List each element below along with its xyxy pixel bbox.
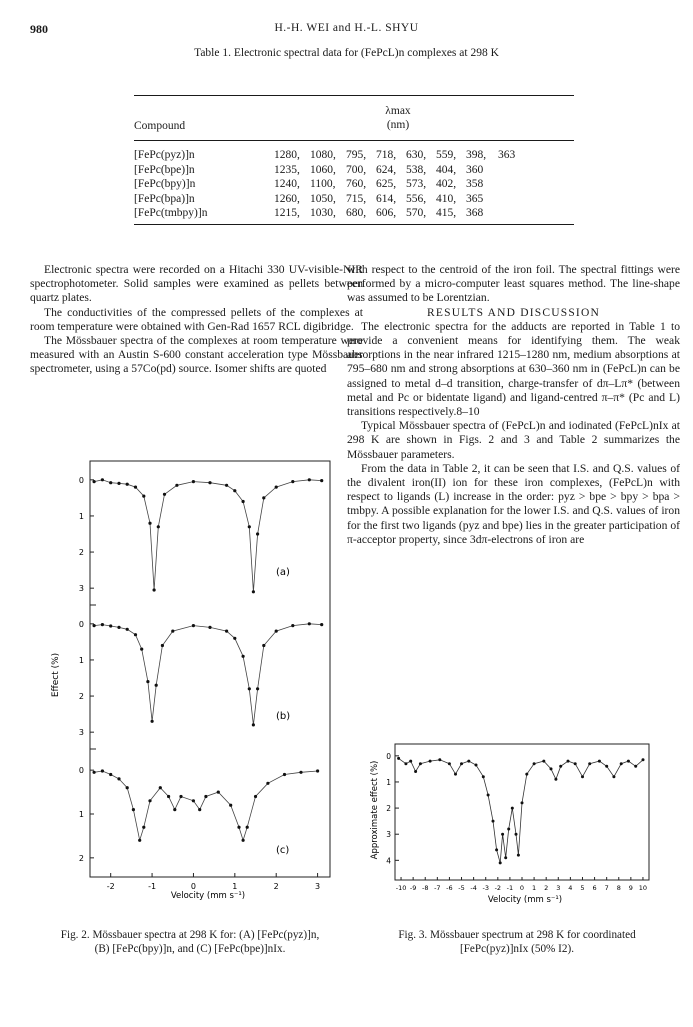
table-cell-value: 363 [498,149,516,161]
fig2-frame [90,461,330,877]
table-bottom-rule [134,224,574,225]
y-tick-label: 1 [78,655,84,665]
table-cell-value: 680, [346,207,367,219]
fit-curve [94,771,318,840]
fig3-caption [352,929,682,956]
table-cell-value: 410, [436,192,457,205]
table-cell-value: 402, [436,178,457,190]
data-point [163,493,166,496]
data-point [208,481,211,484]
data-point [627,760,630,763]
table-cell-value: 624, [376,163,397,176]
fig3-caption-line: Fig. 3. Mössbauer spectrum at 298 K for coordinated [398,929,636,941]
data-point [316,769,319,772]
data-point [634,765,637,768]
data-point [192,480,195,483]
x-tick-label: 0 [519,884,525,892]
data-point [134,486,137,489]
data-point [109,773,112,776]
x-tick-label: 3 [315,882,321,891]
table-cell-value: 368 [466,207,484,219]
data-point [101,478,104,481]
paragraph: The conductivities of the compressed pellets of the complexes at room temperature were obtained with Gen-Rad 1657 RCL digibridge. [30,305,363,333]
table-cell-value: 1050, [310,192,336,205]
data-point [142,826,145,829]
data-point [291,480,294,483]
data-point [397,757,400,760]
data-point [237,826,240,829]
data-point [517,854,520,857]
data-point [262,644,265,647]
table-cell-value: 398, [466,149,487,161]
data-point [252,590,255,593]
data-point [429,760,432,763]
section-heading: RESULTS AND DISCUSSION [427,306,600,319]
data-point [533,762,536,765]
table-cell-value: 573, [406,178,427,190]
fig2-chart [48,455,340,903]
y-tick-label: 2 [78,692,84,702]
data-point [198,808,201,811]
x-tick-label: -4 [470,884,477,892]
data-point [409,760,412,763]
y-tick-label: 2 [78,853,84,863]
fig3-plot-area [386,744,649,892]
data-point [266,782,269,785]
data-point [246,826,249,829]
x-tick-label: -9 [409,884,417,892]
data-point [225,630,228,633]
table-cell-value: 700, [346,163,367,176]
panel-label: (b) [276,711,291,722]
data-point [598,760,601,763]
data-point [134,633,137,636]
data-point [225,484,228,487]
table-row [134,192,574,206]
data-point [161,644,164,647]
table-cell-value: 365 [466,192,484,205]
table-cell-value: 404, [436,163,457,176]
table-cell-value: 570, [406,207,427,219]
x-tick-label: 7 [604,884,609,892]
x-tick-label: -2 [106,882,115,891]
table-cell-value: 415, [436,207,457,219]
x-tick-label: -8 [421,884,429,892]
table-cell-compound: [FePc(bpe)]n [134,163,195,176]
x-tick-label: 2 [544,884,549,892]
table-cell-value: 1060, [310,163,336,176]
fit-curve [94,624,322,725]
table-row [134,163,574,177]
data-point [101,769,104,772]
data-point [487,794,490,797]
fig3-chart [365,740,655,906]
data-point [642,758,645,761]
table-cell-compound: [FePc(pyz)]n [134,149,195,161]
data-point [157,525,160,528]
data-point [242,655,245,658]
data-point [175,484,178,487]
data-point [155,684,158,687]
table-cell-value: 1215, [274,207,300,219]
table-top-rule [134,95,574,96]
fig2-ylabel: Effect (%) [51,652,61,698]
x-tick-label: 8 [616,884,621,892]
fig3-xlabel: Velocity (mm s⁻¹) [487,895,563,905]
data-point [173,808,176,811]
data-point [117,777,120,780]
data-point [233,489,236,492]
data-point [192,799,195,802]
paragraph: The electronic spectra for the adducts are reported in Table 1 to provide a convenient means for identifying them. The weak absorptions in the near infrared 1215–1280 nm, medium absorptions at 795–680 nm and strong absorptions at 630–360 nm in (FePcL)n can be assigned to metal d–d transition, charge-transfer of dπ–Lπ* (between metal and Pc or bidentate ligand) and ligand-centred π–π* (Pc and L) transitions respectively.8–10 [347,319,680,419]
y-tick-label: 1 [78,810,84,819]
data-point [242,500,245,503]
table-cell-value: 360 [466,163,484,176]
x-tick-label: 9 [628,884,633,892]
panel-label: (a) [276,567,290,578]
table-cell-value: 1235, [274,163,300,176]
data-point [460,762,463,765]
fig3-frame [395,744,649,880]
x-tick-label: -6 [446,884,453,892]
data-point [299,771,302,774]
fig2-caption [30,929,350,956]
data-point [109,481,112,484]
data-point [262,496,265,499]
fig2-caption-line: (B) [FePc(bpy)]n, and (C) [FePc(bpe)]nIx. [94,942,286,955]
data-point [308,478,311,481]
data-point [192,624,195,627]
data-point [167,795,170,798]
data-point [414,770,417,773]
fig3-ylabel: Approximate effect (%) [370,760,380,860]
y-tick-label: 0 [78,619,84,629]
y-tick-label: 3 [78,728,84,738]
x-tick-label: -5 [458,884,465,892]
x-tick-label: 1 [232,882,238,891]
panel-label: (c) [276,845,290,856]
table-cell-value: 630, [406,149,427,161]
data-point [126,628,129,631]
table-header-rule [134,140,574,141]
data-point [233,637,236,640]
page-number: 980 [30,22,48,36]
data-point [117,482,120,485]
data-point [101,623,104,626]
x-tick-label: 6 [592,884,597,892]
x-tick-label: 1 [532,884,537,892]
y-tick-label: 0 [78,475,84,485]
data-point [252,723,255,726]
data-point [521,801,524,804]
right-column [347,263,680,547]
table-cell-value: 1100, [310,178,336,190]
data-point [117,626,120,629]
data-point [140,648,143,651]
table-cell-value: 614, [376,192,397,205]
data-point [142,495,145,498]
data-point [138,839,141,842]
data-point [148,799,151,802]
paragraph: Electronic spectra were recorded on a Hitachi 330 UV-visible-NIR spectrophotometer. Solid samples were examined as pellets between quartz plates. [30,263,363,305]
data-point [507,828,510,831]
table-header-lambda: λmax [385,105,411,117]
table-cell-compound: [FePc(bpa)]n [134,192,195,205]
table-cell-value: 625, [376,178,397,190]
data-point [448,762,451,765]
data-point [242,839,245,842]
table-cell-value: 358 [466,178,484,190]
data-point [229,804,232,807]
fig2-xlabel: Velocity (mm s⁻¹) [170,891,246,901]
x-tick-label: 3 [556,884,561,892]
table-header-unit: (nm) [386,119,410,131]
data-point [492,820,495,823]
data-point [179,795,182,798]
x-tick-label: -10 [395,884,407,892]
y-tick-label: 2 [78,548,84,558]
data-point [132,808,135,811]
table-cell-value: 1080, [310,149,336,161]
data-point [248,687,251,690]
data-point [320,479,323,482]
data-point [567,760,570,763]
table-row [134,148,574,162]
data-point [550,767,553,770]
data-point [151,720,154,723]
data-point [126,786,129,789]
paragraph: The Mössbauer spectra of the complexes at room temperature were measured with an Austin S-600 constant acceleration type Mössbauer spectrometer, using a 57Co(pd) source. Isomer shifts are quoted [30,334,363,376]
data-point [475,764,478,767]
fig2-caption-line: Fig. 2. Mössbauer spectra at 298 K for: (A) [FePc(pyz)]n, [60,929,320,941]
data-point [482,775,485,778]
data-point [93,624,96,627]
fit-curve [399,758,643,863]
data-point [542,760,545,763]
table-cell-value: 1280, [274,149,300,161]
data-point [501,833,504,836]
table-cell-value: 606, [376,207,397,219]
table-cell-value: 715, [346,192,367,205]
x-tick-label: 5 [580,884,585,892]
data-point [204,795,207,798]
data-point [438,758,441,761]
data-point [612,775,615,778]
fig2-plot-area [79,461,330,891]
table-cell-value: 795, [346,149,367,161]
table-cell-compound: [FePc(tmbpy)]n [134,207,208,219]
table-cell-value: 538, [406,163,427,176]
x-tick-label: -7 [434,884,441,892]
paragraph: From the data in Table 2, it can be seen that I.S. and Q.S. values of the divalent iron(II) ion for these iron complexes, (FePcL)n with respect to ligands (L) increase in the order: pyz > bpe > bpy > bpa > tmbpy. A possible explanation for the lower I.S. and Q.S. values of iron for the first two ligands (pyz and bpe) lies in the greater participation of π-acceptor property, since 3dπ-electrons of iron are [347,461,680,546]
data-point [275,486,278,489]
x-tick-label: -1 [506,884,514,892]
y-tick-label: 2 [386,804,391,814]
data-point [248,525,251,528]
x-tick-label: -1 [148,882,157,891]
data-point [256,532,259,535]
data-point [515,833,518,836]
table-row [134,206,574,220]
data-point [93,480,96,483]
table-header-compound: Compound [134,120,186,132]
data-point [574,762,577,765]
table-cell-value: 760, [346,178,367,190]
y-tick-label: 1 [386,777,391,787]
table-cell-value: 1030, [310,207,336,219]
table-cell-value: 559, [436,149,457,161]
table-cell-value: 556, [406,192,427,205]
data-point [504,856,507,859]
data-point [148,522,151,525]
paragraph: Typical Mössbauer spectra of (FePcL)n and iodinated (FePcL)nIx at 298 K are shown in Figs. 2 and 3 and Table 2 summarizes the Mössbauer parameters. [347,419,680,461]
y-tick-label: 3 [386,830,391,840]
data-point [511,807,514,810]
data-point [419,762,422,765]
data-point [525,773,528,776]
x-tick-label: 2 [273,882,279,891]
table-cell-compound: [FePc(bpy)]n [134,178,196,190]
data-point [109,624,112,627]
data-point [467,760,470,763]
data-point [146,680,149,683]
paragraph: with respect to the centroid of the iron foil. The spectral fittings were performed by a micro-computer least squares method. The line-shape was assumed to be Lorentzian. [347,263,680,305]
running-title: H.-H. WEI and H.-L. SHYU [274,22,419,34]
data-point [320,623,323,626]
y-tick-label: 4 [386,856,391,866]
y-tick-label: 3 [78,584,84,594]
x-tick-label: 4 [568,884,573,892]
data-point [308,622,311,625]
data-point [283,773,286,776]
x-tick-label: -2 [494,884,502,892]
data-point [126,483,129,486]
data-point [581,775,584,778]
x-tick-label: 0 [190,882,196,891]
data-point [404,762,407,765]
data-point [605,765,608,768]
data-point [256,687,259,690]
data-point [620,762,623,765]
fig3-caption-line: [FePc(pyz)]nIx (50% I2). [459,942,574,955]
y-tick-label: 1 [78,511,84,521]
data-point [171,630,174,633]
data-point [208,626,211,629]
y-tick-label: 0 [386,751,391,761]
data-point [291,624,294,627]
data-point [93,771,96,774]
data-point [554,778,557,781]
y-tick-label: 0 [78,766,84,776]
data-point [454,773,457,776]
left-column [30,263,363,377]
data-point [217,791,220,794]
data-point [499,861,502,864]
data-point [559,765,562,768]
table-cell-value: 718, [376,149,397,161]
x-tick-label: 10 [638,884,648,892]
data-point [588,762,591,765]
table-cell-value: 1240, [274,178,300,190]
x-tick-label: -3 [482,884,489,892]
data-point [254,795,257,798]
table-row [134,177,574,191]
data-point [153,588,156,591]
data-point [495,848,498,851]
table-cell-value: 1260, [274,192,300,205]
data-point [159,786,162,789]
table-caption: Table 1. Electronic spectral data for (FePcL)n complexes at 298 K [194,47,499,59]
data-point [275,630,278,633]
